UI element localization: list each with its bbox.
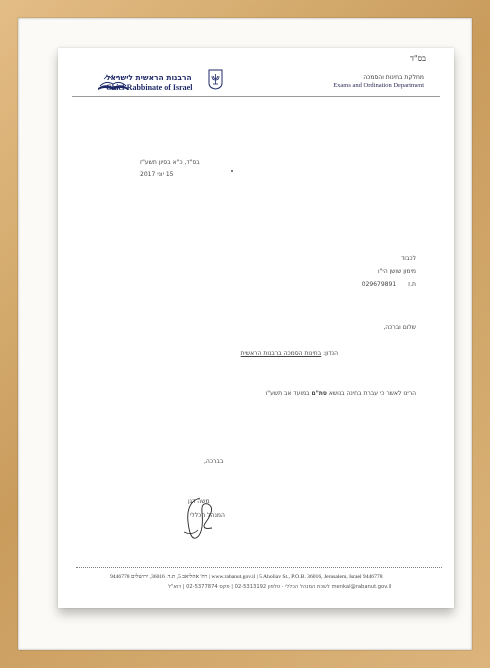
id-label: ת.ז xyxy=(408,281,416,288)
logo-english: Chief Rabbinate of Israel xyxy=(106,83,193,92)
letter-page xyxy=(58,48,454,608)
department-hebrew: מחלקת בחינות והסמכה xyxy=(363,74,424,81)
id-number: 029679891 xyxy=(361,281,397,288)
footer-contact: לשכת המנהל הכללי · טלפון 02-5313192 | פקס 02-5377874 | דוא"ל menkal@rabanut.gov.il xyxy=(168,584,392,590)
recipient-id xyxy=(362,281,416,288)
menorah-emblem-icon xyxy=(208,69,223,90)
logo-hebrew: הרבנות הראשית לישראל xyxy=(106,73,192,82)
recipient-name: מימון שושן הי"ו xyxy=(377,268,416,275)
subject-line xyxy=(241,350,338,357)
greeting: שלום וברכה, xyxy=(383,324,416,331)
body-start: הרינו לאשר כי עברת בחינה בנושא xyxy=(326,390,416,397)
signer-name: משה דגן xyxy=(188,498,210,505)
subject-label: הנדון: xyxy=(323,350,338,357)
body-subject-bold: סת"ם xyxy=(311,390,327,397)
signer-title: המנהל הכללי xyxy=(190,512,225,519)
subject-text: בחינות הסמכה ברבנות הראשית xyxy=(240,350,322,357)
department-english: Exams and Ordination Department xyxy=(333,82,424,89)
stray-dot xyxy=(231,170,233,172)
body-text xyxy=(266,390,416,397)
date-gregorian: 15 יוני 2017 xyxy=(140,171,174,178)
header-divider xyxy=(72,96,440,97)
body-end: במועד אב תשע"ו xyxy=(265,390,312,397)
date-hebrew: בס"ד, כ"א בסיון תשע"ז xyxy=(140,159,200,166)
to-label: לכבוד xyxy=(401,255,416,262)
footer-address: רח' אהליאב 5, ת.ד. 36016, ירושלים 9446778 | www.rabanut.gov.il | 5 Aholiav St., P.O.B. 36016, Jerusalem, Israel 9446778 xyxy=(110,574,383,580)
signature-mark xyxy=(182,492,228,544)
frame-mat xyxy=(18,18,472,650)
footer-divider xyxy=(76,567,442,568)
closing: בברכה, xyxy=(204,458,224,465)
bsd-mark: בס"ד xyxy=(410,54,426,63)
